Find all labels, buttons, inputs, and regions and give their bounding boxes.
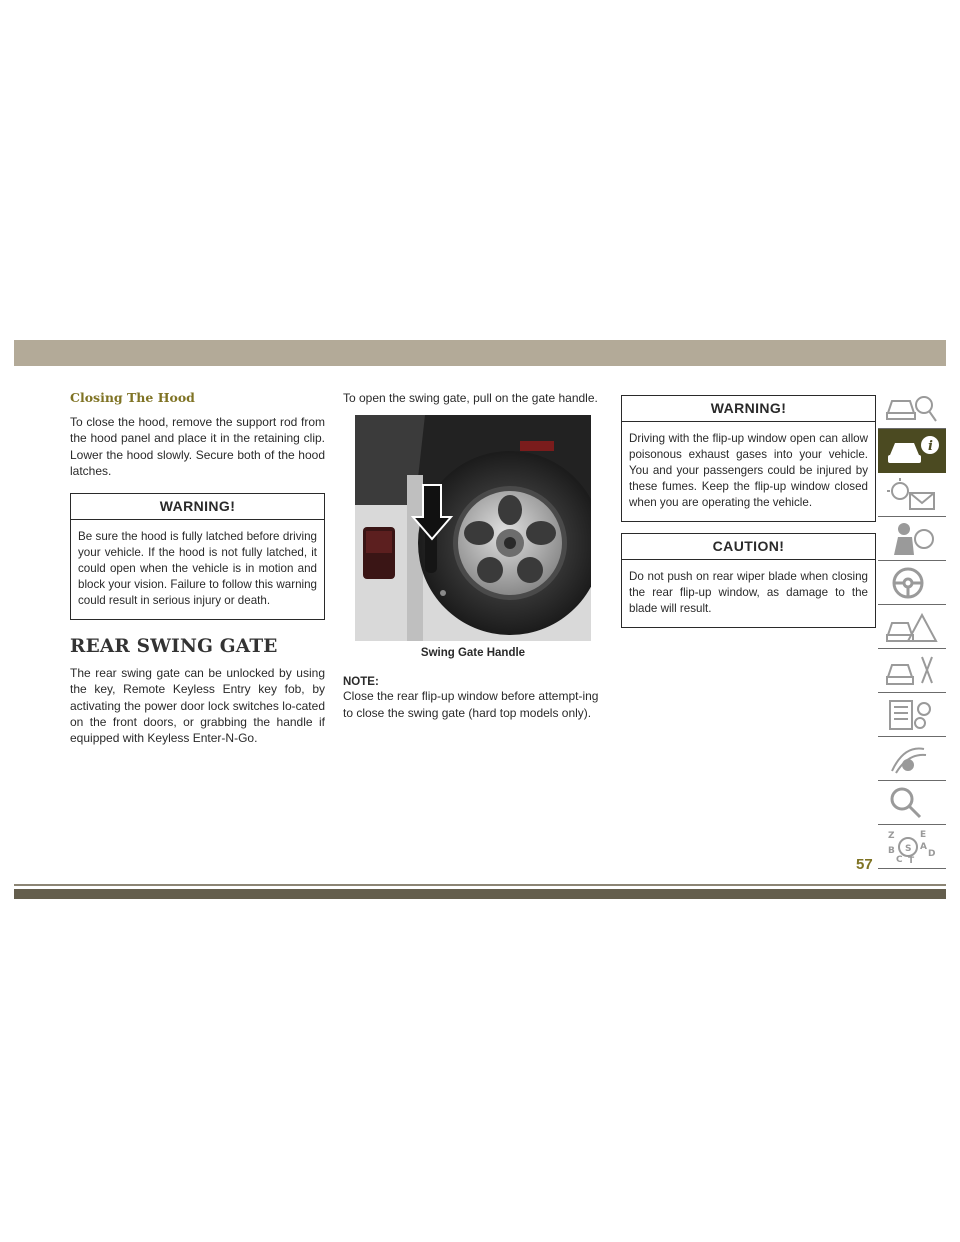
tab-car-info[interactable] [878,429,946,473]
flip-up-warning-box [621,395,876,522]
tab-warning-lights[interactable] [878,473,946,517]
hood-warning-box [70,493,325,620]
tab-multimedia[interactable] [878,737,946,781]
caution-title: CAUTION! [622,534,875,560]
hood-warning-text: Be sure the hood is fully latched before driving your vehicle. If the hood is not fully latched, it could open when the vehicle is in motion and block your vision. Failure to follow this warning could result in serious injury or death. [78,530,317,608]
footer-line [14,884,946,886]
tab-technical-specs[interactable] [878,693,946,737]
figure-caption: Swing Gate Handle [420,647,526,660]
closing-hood-text: To close the hood, remove the support rod from the hood panel and place it in the retaining clip. Lower the hood slowly. Secure both of the hood latches. [70,415,325,478]
subheading-closing-hood: Closing The Hood [70,390,195,405]
svg-text:i: i [928,439,933,454]
customer-assistance-search-icon [884,785,940,821]
tab-servicing[interactable] [878,649,946,693]
rear-swing-gate-text: The rear swing gate can be unlocked by using the key, Remote Keyless Entry key fob, by activating the power door lock switches lo-cated on the front doors, or grabbing the handle if equipped with Keyless Enter-N-Go. [70,666,325,746]
column-middle [343,390,603,721]
page-number: 57 [856,856,873,873]
swing-gate-photo [355,415,591,641]
hood-warning-title: WARNING! [71,494,324,520]
index-letter-t: T [908,856,915,865]
flip-up-warning-text: Driving with the flip-up window open can allow poisonous exhaust gases into your vehicle. You and your passengers could be injured by these fumes. Keep the flip-up window closed when you are operating the vehicle. [629,432,868,509]
index-letter-s: S [905,844,912,854]
caution-box [621,533,876,628]
maintenance-schedule-icon [884,697,940,733]
index-letter-b: B [888,846,895,856]
footer-band [14,889,946,899]
index-icon [884,829,940,865]
index-letter-z: Z [888,831,895,841]
safety-airbag-icon [884,521,940,557]
flip-up-warning-title: WARNING! [622,396,875,422]
car-inspection-icon [884,389,940,425]
chapter-tabs [878,385,946,869]
index-letter-c: C [896,855,903,865]
warning-light-message-icon [884,477,940,513]
tab-emergency[interactable] [878,605,946,649]
multimedia-icon [884,741,940,777]
roadside-hazard-icon [884,609,940,645]
index-letter-d: D [928,849,936,859]
tab-index[interactable] [878,825,946,869]
tab-car-inspection[interactable] [878,385,946,429]
index-letter-e: E [920,830,927,840]
header-band [14,340,946,366]
car-info-icon [884,433,940,469]
note-label: NOTE: [343,676,379,689]
index-letter-a: A [920,842,927,852]
steering-wheel-icon [884,565,940,601]
caution-text: Do not push on rear wiper blade when closing the rear flip-up window, as damage to the blade will result. [629,570,868,615]
column-left [70,390,325,747]
tab-customer-assistance[interactable] [878,781,946,825]
tab-safety[interactable] [878,517,946,561]
car-service-wrench-icon [884,653,940,689]
open-swing-gate-text: To open the swing gate, pull on the gate handle. [343,391,598,405]
column-right [621,395,876,628]
note-text: Close the rear flip-up window before attempt-ing to close the swing gate (hard top models only). [343,689,599,720]
section-title-rear-swing-gate: REAR SWING GATE [70,636,278,658]
tab-starting-operating[interactable] [878,561,946,605]
